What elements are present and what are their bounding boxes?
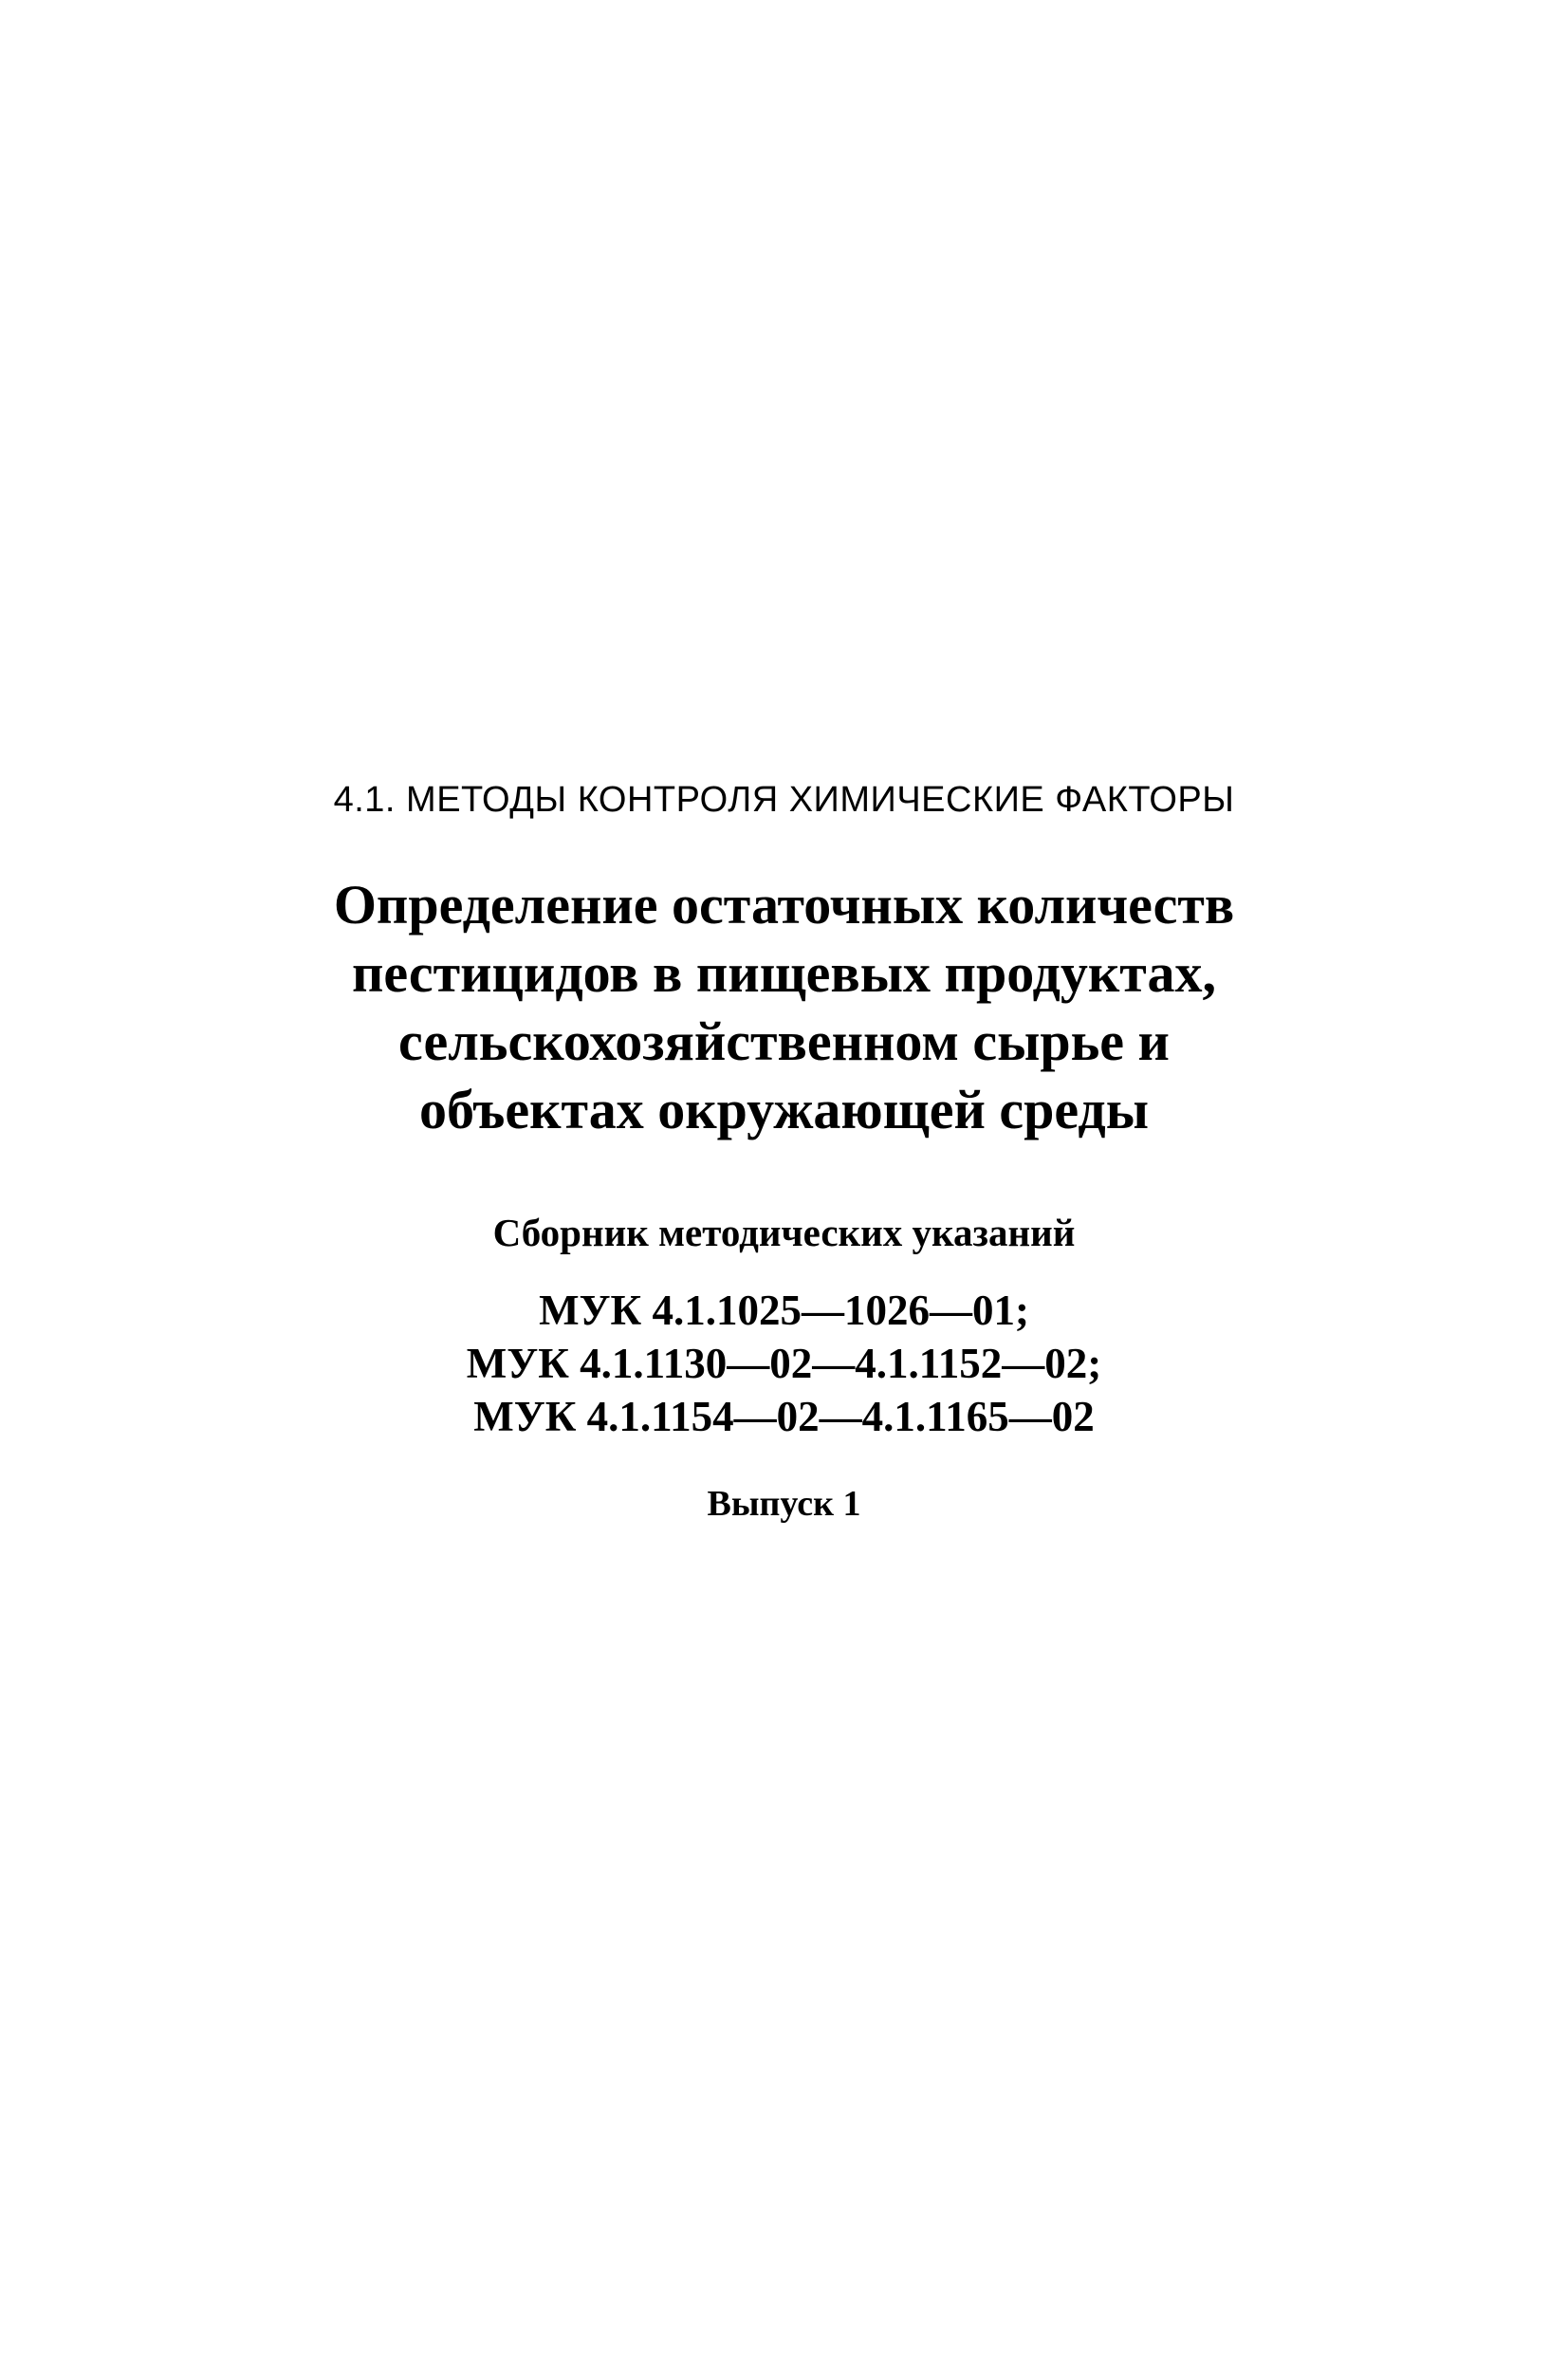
issue-label: Выпуск 1	[707, 1484, 861, 1524]
code-line: МУК 4.1.1154—02—4.1.1165—02	[473, 1393, 1095, 1440]
series-heading: 4.1. МЕТОДЫ КОНТРОЛЯ ХИМИЧЕСКИЕ ФАКТОРЫ	[333, 780, 1235, 820]
document-title	[0, 871, 1568, 1144]
title-line: объектах окружающей среды	[419, 1079, 1149, 1140]
collection-label: Сборник методических указаний	[492, 1211, 1076, 1254]
code-line: МУК 4.1.1130—02—4.1.1152—02;	[466, 1340, 1102, 1387]
title-line: Определение остаточных количеств	[333, 874, 1235, 936]
title-line: пестицидов в пищевых продуктах,	[351, 942, 1216, 1004]
code-line: МУК 4.1.1025—1026—01;	[539, 1287, 1029, 1334]
document-codes	[0, 1284, 1568, 1443]
title-line: сельскохозяйственном сырье и	[398, 1010, 1170, 1072]
